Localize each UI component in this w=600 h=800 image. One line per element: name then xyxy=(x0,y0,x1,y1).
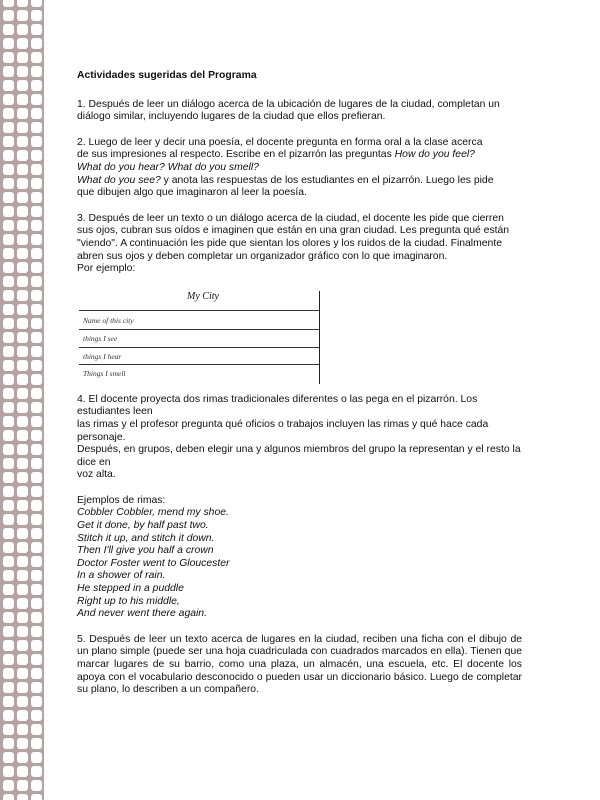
sidebar-tile xyxy=(17,682,28,693)
sidebar-tile xyxy=(3,752,14,763)
question-see: What do you see? xyxy=(77,174,161,186)
sidebar-tile xyxy=(3,178,14,189)
sidebar-tile xyxy=(31,654,42,665)
sidebar-tile xyxy=(17,444,28,455)
sidebar-tile-pattern xyxy=(3,0,42,800)
sidebar-tile xyxy=(31,458,42,469)
rima-line: In a shower of rain. xyxy=(77,570,166,582)
activity-4-line3: Después, en grupos, deben elegir una y algunos miembros del grupo la representan y el resto la dice en xyxy=(77,444,521,468)
sidebar-tile xyxy=(17,220,28,231)
sidebar-tile xyxy=(31,136,42,147)
sidebar-tile xyxy=(17,66,28,77)
sidebar-tile xyxy=(17,486,28,497)
organizer-divider xyxy=(79,310,319,311)
sidebar-tile xyxy=(3,360,14,371)
sidebar-tile xyxy=(17,276,28,287)
sidebar-tile xyxy=(17,458,28,469)
sidebar-tile xyxy=(31,570,42,581)
sidebar-tile xyxy=(17,654,28,665)
sidebar-tile xyxy=(17,780,28,791)
sidebar-tile xyxy=(17,416,28,427)
rima-line: Cobbler Cobbler, mend my shoe. xyxy=(77,507,229,519)
sidebar-tile xyxy=(31,374,42,385)
sidebar-tile xyxy=(31,500,42,511)
sidebar-tile xyxy=(17,24,28,35)
sidebar-tile xyxy=(3,164,14,175)
sidebar-tile xyxy=(17,304,28,315)
sidebar-tile xyxy=(31,290,42,301)
sidebar-tile xyxy=(3,122,14,133)
sidebar-tile xyxy=(31,626,42,637)
sidebar-tile xyxy=(3,724,14,735)
graphic-organizer xyxy=(79,291,321,384)
sidebar-tile xyxy=(31,752,42,763)
rima-line: Doctor Foster went to Gloucester xyxy=(77,557,230,569)
sidebar-tile xyxy=(17,206,28,217)
rimas-list xyxy=(77,507,522,620)
sidebar-tile xyxy=(31,542,42,553)
sidebar-tile xyxy=(31,640,42,651)
sidebar-tile xyxy=(3,486,14,497)
document-body xyxy=(77,70,522,697)
sidebar-tile xyxy=(3,514,14,525)
sidebar-tile xyxy=(31,612,42,623)
sidebar-tile xyxy=(31,710,42,721)
sidebar-tile xyxy=(17,52,28,63)
sidebar-tile xyxy=(17,570,28,581)
rima-line: Right up to his middle, xyxy=(77,595,180,607)
sidebar-tile xyxy=(17,262,28,273)
sidebar-tile xyxy=(31,262,42,273)
sidebar-tile xyxy=(3,66,14,77)
sidebar-tile xyxy=(31,514,42,525)
organizer-divider xyxy=(79,347,319,348)
sidebar-tile xyxy=(17,374,28,385)
sidebar-tile xyxy=(3,304,14,315)
sidebar-tile xyxy=(17,556,28,567)
sidebar-tile xyxy=(17,108,28,119)
sidebar-tile xyxy=(3,136,14,147)
sidebar-tile xyxy=(17,290,28,301)
rima-line: Get it done, by half past two. xyxy=(77,520,209,532)
rimas-label: Ejemplos de rimas: xyxy=(77,494,166,506)
sidebar-tile xyxy=(17,192,28,203)
sidebar-tile xyxy=(3,640,14,651)
sidebar-tile xyxy=(3,598,14,609)
sidebar-tile xyxy=(31,178,42,189)
activity-1: 1. Después de leer un diálogo acerca de la ubicación de lugares de la ciudad, completan un diálogo similar, incluyendo lugares de la ciudad que ellos prefieran. xyxy=(77,98,500,123)
sidebar-tile xyxy=(31,696,42,707)
organizer-title: My City xyxy=(187,290,219,302)
sidebar-tile xyxy=(31,780,42,791)
sidebar-tile xyxy=(17,514,28,525)
sidebar-tile xyxy=(17,346,28,357)
sidebar-tile xyxy=(3,0,14,7)
sidebar-tile xyxy=(31,332,42,343)
sidebar-tile xyxy=(3,234,14,245)
sidebar-tile xyxy=(3,150,14,161)
sidebar-tile xyxy=(3,262,14,273)
sidebar-tile xyxy=(3,556,14,567)
sidebar-tile xyxy=(17,640,28,651)
sidebar-tile xyxy=(3,374,14,385)
sidebar-tile xyxy=(31,346,42,357)
sidebar-tile xyxy=(17,696,28,707)
sidebar-tile xyxy=(3,654,14,665)
sidebar-tile xyxy=(17,150,28,161)
sidebar-tile xyxy=(3,80,14,91)
sidebar-tile xyxy=(3,52,14,63)
sidebar-tile xyxy=(3,402,14,413)
sidebar-tile xyxy=(31,24,42,35)
sidebar-tile xyxy=(3,444,14,455)
sidebar-tile xyxy=(3,94,14,105)
sidebar-tile xyxy=(3,248,14,259)
sidebar-tile xyxy=(31,276,42,287)
sidebar-tile xyxy=(3,794,14,800)
activity-5: 5. Después de leer un texto acerca de lugares en la ciudad, reciben una ficha con el dibujo de un plano simple (puede ser una hoja cuadriculada con cuadrados marcados en ella). Tienen que marcar lugares de su barrio, como una plaza, un almacén, una escuela, etc. El docente los apoya con el vocabulario desconocido o pueden usar un diccionario básico. Luego de completar su plano, lo describen a un compañero. xyxy=(77,633,522,696)
sidebar-tile xyxy=(17,248,28,259)
sidebar-tile xyxy=(17,332,28,343)
question-feel: How do you feel? xyxy=(394,149,475,161)
sidebar-tile xyxy=(31,668,42,679)
sidebar-tile xyxy=(31,416,42,427)
sidebar-tile xyxy=(17,38,28,49)
sidebar-tile xyxy=(17,234,28,245)
sidebar-tile xyxy=(31,318,42,329)
activity-3 xyxy=(77,213,522,276)
sidebar-tile xyxy=(17,94,28,105)
sidebar-tile xyxy=(17,710,28,721)
sidebar-tile xyxy=(3,710,14,721)
sidebar-tile xyxy=(31,360,42,371)
rima-line: Stitch it up, and stitch it down. xyxy=(77,532,215,544)
organizer-divider xyxy=(79,364,319,365)
sidebar-tile xyxy=(3,346,14,357)
sidebar-tile xyxy=(31,724,42,735)
sidebar-tile xyxy=(31,472,42,483)
sidebar-tile xyxy=(31,598,42,609)
rima-line: And never went there again. xyxy=(77,608,207,620)
sidebar-tile xyxy=(17,752,28,763)
sidebar-tile xyxy=(17,80,28,91)
sidebar-tile xyxy=(31,248,42,259)
activity-4 xyxy=(77,394,522,482)
organizer-row: Name of this city xyxy=(83,315,134,325)
sidebar-tile xyxy=(17,178,28,189)
sidebar-tile xyxy=(31,80,42,91)
sidebar-tile xyxy=(17,626,28,637)
sidebar-tile xyxy=(3,766,14,777)
sidebar-tile xyxy=(31,794,42,800)
sidebar-tile xyxy=(3,668,14,679)
activity-2-line4: que dibujen algo que imaginaron al leer la poesía. xyxy=(77,187,307,199)
activity-2 xyxy=(77,137,522,200)
sidebar-tile xyxy=(31,108,42,119)
sidebar-tile xyxy=(3,290,14,301)
sidebar-tile xyxy=(17,542,28,553)
sidebar-tile xyxy=(17,500,28,511)
sidebar-tile xyxy=(3,332,14,343)
sidebar-tile xyxy=(17,584,28,595)
sidebar-tile xyxy=(31,164,42,175)
sidebar-tile xyxy=(3,682,14,693)
sidebar-tile xyxy=(17,430,28,441)
sidebar-tile xyxy=(3,192,14,203)
sidebar-tile xyxy=(17,724,28,735)
sidebar-tile xyxy=(3,416,14,427)
sidebar-tile xyxy=(3,318,14,329)
sidebar-tile xyxy=(3,108,14,119)
activity-2-line3: y anota las respuestas de los estudiantes en el pizarrón. Luego les pide xyxy=(160,174,494,186)
sidebar-tile xyxy=(3,220,14,231)
sidebar-tile xyxy=(17,612,28,623)
sidebar-tile xyxy=(31,444,42,455)
sidebar-tile xyxy=(31,234,42,245)
sidebar-tile xyxy=(3,738,14,749)
sidebar-tile xyxy=(3,584,14,595)
sidebar-tile xyxy=(17,766,28,777)
sidebar-tile xyxy=(3,458,14,469)
sidebar-tile xyxy=(31,66,42,77)
sidebar-tile xyxy=(31,402,42,413)
sidebar-tile xyxy=(31,122,42,133)
sidebar-tile xyxy=(17,388,28,399)
sidebar-tile xyxy=(31,150,42,161)
sidebar-tile xyxy=(31,556,42,567)
organizer-row: things I hear xyxy=(83,351,122,361)
organizer-row: Things I smell xyxy=(83,368,126,378)
sidebar-tile xyxy=(3,612,14,623)
activity-4-line1: 4. El docente proyecta dos rimas tradicionales diferentes o las pega en el pizarrón. Los estudiantes leen xyxy=(77,393,478,418)
activity-3-text: 3. Después de leer un texto o un diálogo acerca de la ciudad, el docente les pide que cierren sus ojos, cubran sus oídos e imaginen que están en una gran ciudad. Les pregunta qué están "viendo". A continuación les pide que sientan los olores y los ruidos de la ciudad. Finalmente abren sus ojos y deben completar un organizador gráfico con lo que imaginaron. xyxy=(77,212,510,262)
organizer-divider xyxy=(79,329,319,330)
sidebar-tile xyxy=(31,38,42,49)
activity-4-line2: las rimas y el profesor pregunta qué oficios o trabajos incluyen las rimas y qué hace cada personaje. xyxy=(77,418,489,443)
sidebar-tile xyxy=(17,668,28,679)
sidebar-tile xyxy=(17,318,28,329)
sidebar-tile xyxy=(3,500,14,511)
sidebar-tile xyxy=(17,122,28,133)
sidebar-tile xyxy=(17,402,28,413)
sidebar-tile xyxy=(31,766,42,777)
sidebar-tile xyxy=(17,738,28,749)
rima-line: He stepped in a puddle xyxy=(77,583,184,595)
activity-2-line2: de sus impresiones al respecto. Escribe en el pizarrón las preguntas xyxy=(77,149,395,161)
sidebar-tile xyxy=(3,206,14,217)
sidebar-tile xyxy=(17,136,28,147)
sidebar-tile xyxy=(3,430,14,441)
sidebar-tile xyxy=(31,584,42,595)
decorative-sidebar xyxy=(0,0,44,800)
sidebar-tile xyxy=(31,738,42,749)
sidebar-tile xyxy=(17,10,28,21)
organizer-row: things I see xyxy=(83,333,118,343)
sidebar-tile xyxy=(3,542,14,553)
sidebar-tile xyxy=(3,570,14,581)
sidebar-tile xyxy=(31,528,42,539)
sidebar-tile xyxy=(31,486,42,497)
sidebar-tile xyxy=(3,24,14,35)
sidebar-tile xyxy=(31,304,42,315)
rima-line: Then I'll give you half a crown xyxy=(77,545,214,557)
sidebar-tile xyxy=(31,430,42,441)
sidebar-tile xyxy=(3,388,14,399)
sidebar-tile xyxy=(17,0,28,7)
sidebar-tile xyxy=(3,472,14,483)
sidebar-tile xyxy=(3,276,14,287)
sidebar-tile xyxy=(3,626,14,637)
sidebar-tile xyxy=(17,528,28,539)
sidebar-tile xyxy=(31,388,42,399)
example-label: Por ejemplo: xyxy=(77,263,136,275)
sidebar-tile xyxy=(17,472,28,483)
sidebar-tile xyxy=(17,794,28,800)
document-title: Actividades sugeridas del Programa xyxy=(77,70,257,81)
question-hear-smell: What do you hear? What do you smell? xyxy=(77,161,259,173)
sidebar-tile xyxy=(3,780,14,791)
sidebar-tile xyxy=(31,206,42,217)
sidebar-tile xyxy=(3,696,14,707)
activity-4-line4: voz alta. xyxy=(77,469,116,481)
sidebar-tile xyxy=(3,528,14,539)
sidebar-tile xyxy=(17,360,28,371)
sidebar-tile xyxy=(31,52,42,63)
sidebar-tile xyxy=(31,682,42,693)
sidebar-tile xyxy=(31,192,42,203)
organizer-vertical-line xyxy=(319,291,320,384)
sidebar-tile xyxy=(3,38,14,49)
sidebar-tile xyxy=(31,94,42,105)
sidebar-tile xyxy=(31,220,42,231)
sidebar-tile xyxy=(17,164,28,175)
sidebar-tile xyxy=(17,598,28,609)
activity-2-line1: 2. Luego de leer y decir una poesía, el docente pregunta en forma oral a la clase acerca xyxy=(77,136,483,148)
sidebar-tile xyxy=(3,10,14,21)
sidebar-tile xyxy=(31,0,42,7)
sidebar-tile xyxy=(31,10,42,21)
